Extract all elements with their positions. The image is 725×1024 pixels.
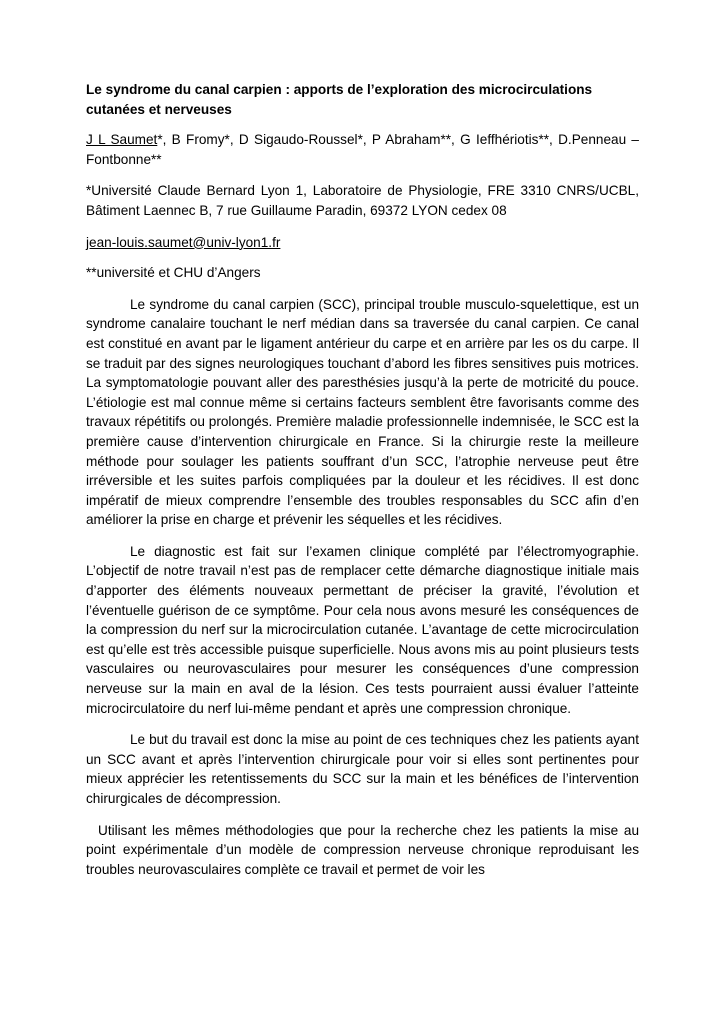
first-author: J L Saumet <box>86 132 158 148</box>
affiliation-lyon: *Université Claude Bernard Lyon 1, Laboratoire de Physiologie, FRE 3310 CNRS/UCBL, Bâtiment Laennec B, 7 rue Guillaume Paradin, 69372 LYON cedex 08 <box>86 183 639 218</box>
affiliation-angers: **université et CHU d’Angers <box>86 265 261 281</box>
paragraph-methodology: Utilisant les mêmes méthodologies que pour la recherche chez les patients la mise au point expérimentale d’un modèle de compression nerveuse chronique reproduisant les troubles neurovasculaires complète ce travail et permet de voir les <box>86 822 639 877</box>
paper-title: Le syndrome du canal carpien : apports de l’exploration des microcirculations cutanées et nerveuses <box>86 82 593 117</box>
contact-email-link[interactable]: jean-louis.saumet@univ-lyon1.fr <box>86 234 281 250</box>
paragraph-diagnostic: Le diagnostic est fait sur l’examen clinique complété par l’électromyographie. L’objectif de notre travail n’est pas de remplacer cette démarche diagnostique initiale mais d’apporter des éléments nouveaux permettant de préciser la gravité, l’évolution et l’éventuelle guérison de ce symptôme. Pour cela nous avons mesuré les conséquences de la compression du nerf sur la microcirculation cutanée. L’avantage de cette microcirculation est qu’elle est très accessible puisque superficielle. Nous avons mis au point plusieurs tests vasculaires ou neurovasculaires pour mesurer les conséquences d’une compression nerveuse sur la main en aval de la lésion. Ces tests pourraient aussi évaluer l’atteinte microcirculatoire du nerf lui-même pendant et après une compression chronique. <box>86 543 639 716</box>
author-list <box>86 130 639 169</box>
paragraph-intro: Le syndrome du canal carpien (SCC), principal trouble musculo-squelettique, est un syndrome canalaire touchant le nerf médian dans sa traversée du canal carpien. Ce canal est constitué en avant par le ligament antérieur du carpe et en arrière par les os du carpe. Il se traduit par des signes neurologiques touchant d’abord les fibres sensitives puis motrices. La symptomatologie pouvant aller des paresthésies jusqu’à la perte de motricité du pouce. L’étiologie est mal connue même si certains facteurs semblent être favorisants comme des travaux répétitifs ou prolongés. Première maladie professionnelle indemnisée, le SCC est la première cause d’intervention chirurgicale en France. Si la chirurgie reste la meilleure méthode pour soulager les patients souffrant d’un SCC, l’atrophie nerveuse peut être irréversible et les suites parfois compliquées par la douleur et les récidives. Il est donc impératif de mieux comprendre l’ensemble des troubles responsables du SCC afin d’en améliorer la prise en charge et prévenir les séquelles et les récidives. <box>86 296 639 528</box>
document-page <box>86 80 639 879</box>
paragraph-objective: Le but du travail est donc la mise au point de ces techniques chez les patients ayant un SCC avant et après l’intervention chirurgicale pour voir si elles sont pertinentes pour mieux apprécier les retentissements du SCC sur la main et les bénéfices de l’intervention chirurgicales de décompression. <box>86 732 639 806</box>
other-authors: *, B Fromy*, D Sigaudo-Roussel*, P Abraham**, G Ieffhériotis**, D.Penneau –Fontbonne** <box>86 132 639 167</box>
